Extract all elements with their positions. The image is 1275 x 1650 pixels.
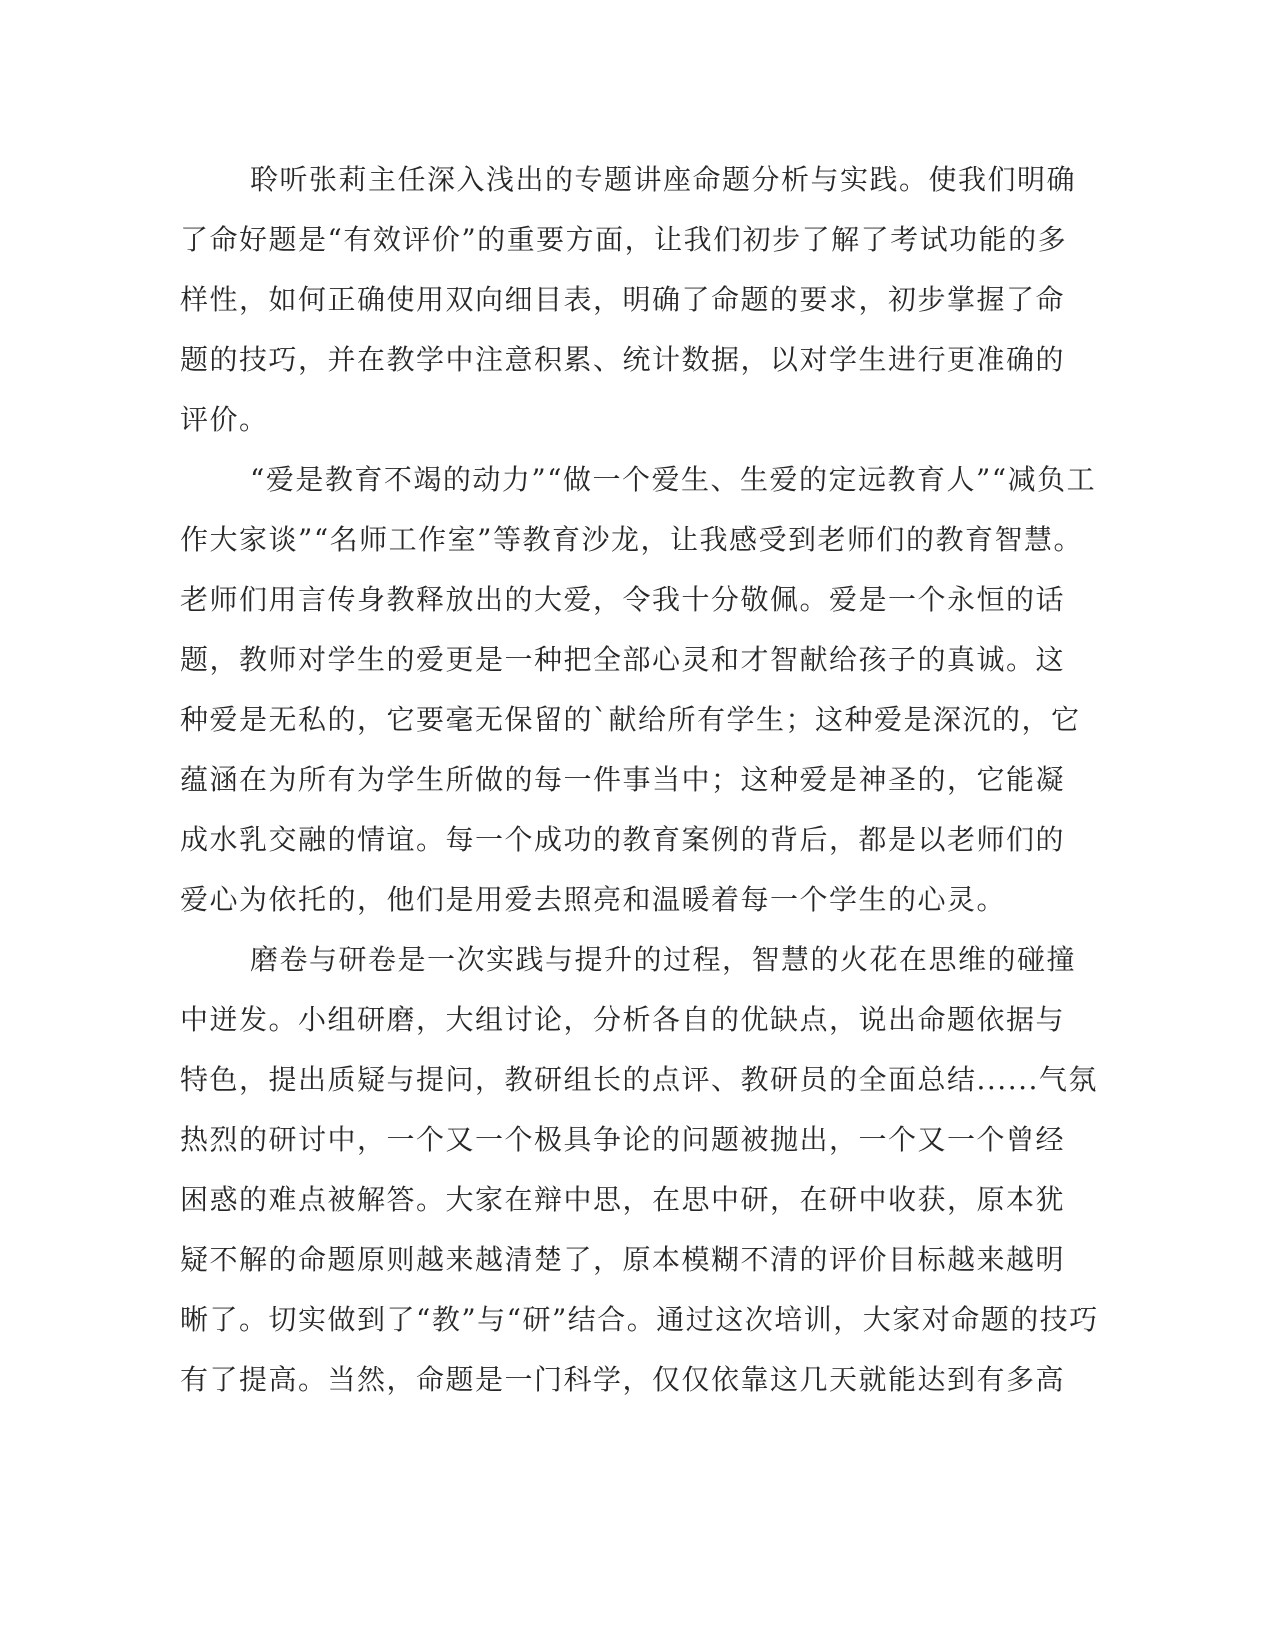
text-line: 了命好题是“有效评价”的重要方面，让我们初步了解了考试功能的多 xyxy=(180,223,1068,256)
text-line: 样性，如何正确使用双向细目表，明确了命题的要求，初步掌握了命 xyxy=(180,283,1066,316)
text-line: 晰了。切实做到了“教”与“研”结合。通过这次培训，大家对命题的技巧 xyxy=(180,1303,1099,1336)
document-body xyxy=(180,150,1099,1410)
text-line: 蕴涵在为所有为学生所做的每一件事当中；这种爱是神圣的，它能凝 xyxy=(180,763,1066,796)
text-line: 题的技巧，并在教学中注意积累、统计数据，以对学生进行更准确的 xyxy=(180,343,1066,376)
text-line: 评价。 xyxy=(180,403,269,436)
text-line: 有了提高。当然，命题是一门科学，仅仅依靠这几天就能达到有多高 xyxy=(180,1363,1066,1396)
text-line: 老师们用言传身教释放出的大爱，令我十分敬佩。爱是一个永恒的话 xyxy=(180,583,1066,616)
text-line: 疑不解的命题原则越来越清楚了，原本模糊不清的评价目标越来越明 xyxy=(180,1243,1066,1276)
text-line: 中迸发。小组研磨，大组讨论，分析各自的优缺点，说出命题依据与 xyxy=(180,1003,1066,1036)
text-line: 种爱是无私的，它要毫无保留的`献给所有学生；这种爱是深沉的，它 xyxy=(180,703,1081,736)
text-line: 磨卷与研卷是一次实践与提升的过程，智慧的火花在思维的碰撞 xyxy=(250,943,1077,976)
text-line: 成水乳交融的情谊。每一个成功的教育案例的背后，都是以老师们的 xyxy=(180,823,1066,856)
paragraph-paper-review xyxy=(180,930,1099,1410)
text-line: 作大家谈”“名师工作室”等教育沙龙，让我感受到老师们的教育智慧。 xyxy=(180,523,1083,556)
text-line: 困惑的难点被解答。大家在辩中思，在思中研，在研中收获，原本犹 xyxy=(180,1183,1066,1216)
paragraph-education-salon xyxy=(180,450,1097,930)
text-line: “爱是教育不竭的动力”“做一个爱生、生爱的定远教育人”“减负工 xyxy=(250,463,1097,496)
paragraph-proposition-lecture xyxy=(180,150,1077,450)
text-line: 题，教师对学生的爱更是一种把全部心灵和才智献给孩子的真诚。这 xyxy=(180,643,1066,676)
text-line: 爱心为依托的，他们是用爱去照亮和温暖着每一个学生的心灵。 xyxy=(180,883,1007,916)
text-line: 聆听张莉主任深入浅出的专题讲座命题分析与实践。使我们明确 xyxy=(250,163,1077,196)
text-line: 热烈的研讨中，一个又一个极具争论的问题被抛出，一个又一个曾经 xyxy=(180,1123,1066,1156)
text-line: 特色，提出质疑与提问，教研组长的点评、教研员的全面总结......气氛 xyxy=(180,1063,1098,1096)
